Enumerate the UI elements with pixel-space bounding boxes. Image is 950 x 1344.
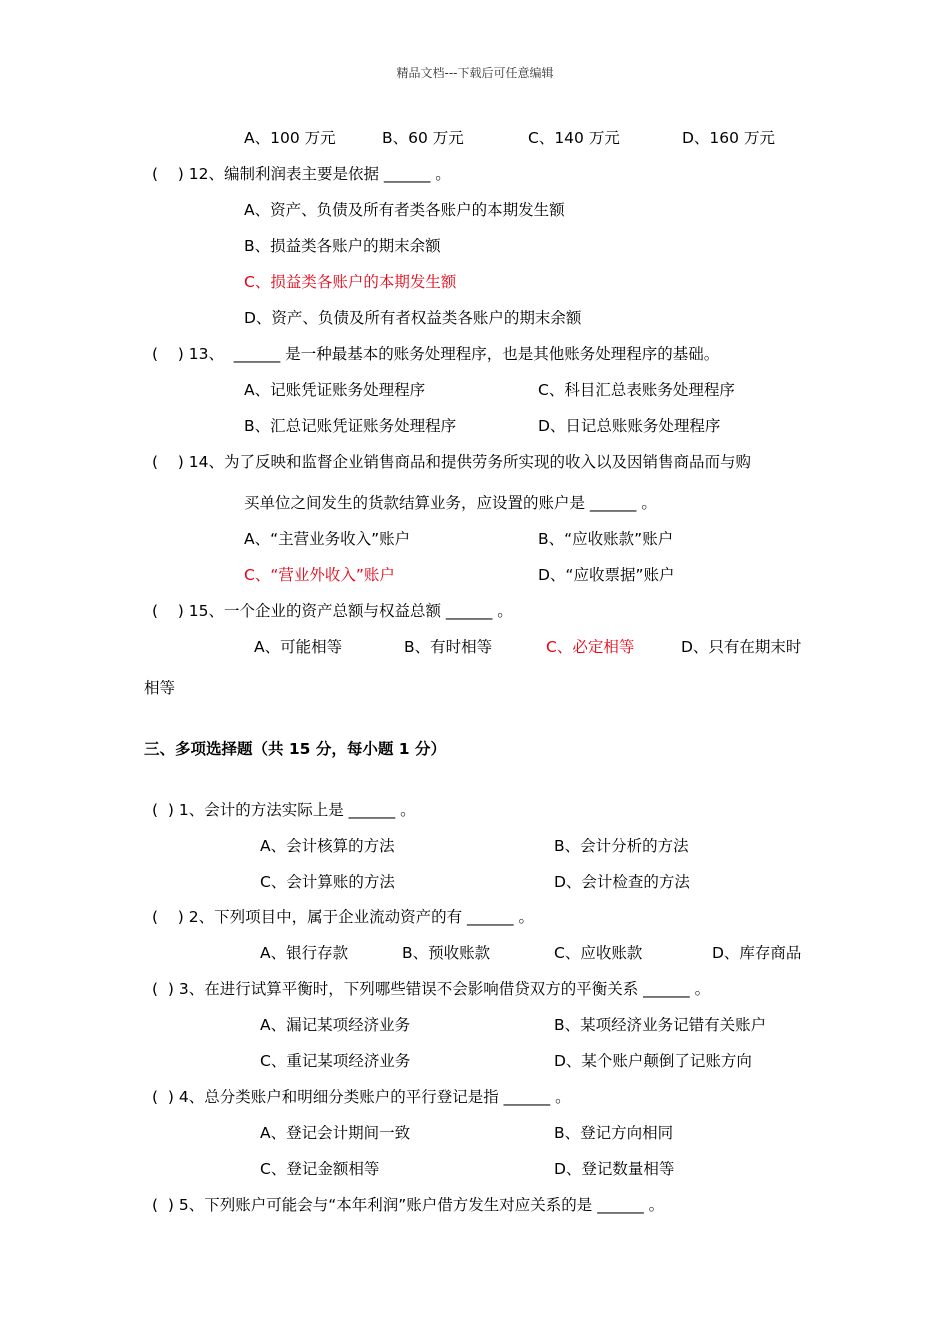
- m2-option-a: A、银行存款: [260, 944, 349, 962]
- m1-stem: ( ) 1、会计的方法实际上是 ______ 。: [152, 801, 416, 819]
- m3-option-c: C、重记某项经济业务: [260, 1052, 411, 1070]
- m3-option-d: D、某个账户颠倒了记账方向: [554, 1052, 752, 1070]
- m2-stem: ( ) 2、下列项目中，属于企业流动资产的有 ______ 。: [152, 908, 534, 926]
- q12-option-d: D、资产、负债及所有者权益类各账户的期末余额: [244, 309, 582, 327]
- m3-option-a: A、漏记某项经济业务: [260, 1016, 411, 1034]
- q14-stem: ( ) 14、为了反映和监督企业销售商品和提供劳务所实现的收入以及因销售商品而与购: [152, 453, 751, 471]
- q12-option-a: A、资产、负债及所有者类各账户的本期发生额: [244, 201, 565, 219]
- m4-option-a: A、登记会计期间一致: [260, 1124, 411, 1142]
- m1-option-b: B、会计分析的方法: [554, 837, 689, 855]
- page-header: 精品文档---下载后可任意编辑: [396, 66, 554, 80]
- q12-option-b: B、损益类各账户的期末余额: [244, 237, 441, 255]
- m1-option-c: C、会计算账的方法: [260, 873, 395, 891]
- q14-option-c-answer: C、“营业外收入”账户: [244, 566, 395, 584]
- m3-option-b: B、某项经济业务记错有关账户: [554, 1016, 767, 1034]
- m4-option-b: B、登记方向相同: [554, 1124, 674, 1142]
- q14-option-b: B、“应收账款”账户: [538, 530, 674, 548]
- m2-option-c: C、应收账款: [554, 944, 643, 962]
- q15-option-b: B、有时相等: [404, 638, 493, 656]
- q13-option-b: B、汇总记账凭证账务处理程序: [244, 417, 457, 435]
- q13-option-a: A、记账凭证账务处理程序: [244, 381, 426, 399]
- q13-stem: ( ) 13、 ______ 是一种最基本的账务处理程序，也是其他账务处理程序的基础。: [152, 345, 720, 363]
- section-heading: 三、多项选择题（共 15 分，每小题 1 分）: [144, 740, 446, 758]
- q11-option-d: D、160 万元: [682, 129, 775, 147]
- q15-option-d-wrap: 相等: [144, 679, 176, 697]
- q15-option-c-answer: C、必定相等: [546, 638, 635, 656]
- m2-option-d: D、库存商品: [712, 944, 802, 962]
- q12-option-c-answer: C、损益类各账户的本期发生额: [244, 273, 457, 291]
- m1-option-a: A、会计核算的方法: [260, 837, 395, 855]
- m4-stem: ( ) 4、总分类账户和明细分类账户的平行登记是指 ______ 。: [152, 1088, 571, 1106]
- m1-option-d: D、会计检查的方法: [554, 873, 690, 891]
- m4-option-c: C、登记金额相等: [260, 1160, 380, 1178]
- m4-option-d: D、登记数量相等: [554, 1160, 675, 1178]
- q13-option-c: C、科目汇总表账务处理程序: [538, 381, 735, 399]
- q15-option-a: A、可能相等: [254, 638, 343, 656]
- q11-option-b: B、60 万元: [382, 129, 464, 147]
- q14-option-d: D、“应收票据”账户: [538, 566, 675, 584]
- m3-stem: ( ) 3、在进行试算平衡时，下列哪些错误不会影响借贷双方的平衡关系 ______ 。: [152, 980, 711, 998]
- q14-option-a: A、“主营业务收入”账户: [244, 530, 411, 548]
- m2-option-b: B、预收账款: [402, 944, 491, 962]
- q12-stem: ( ) 12、编制利润表主要是依据 ______ 。: [152, 165, 451, 183]
- q11-option-c: C、140 万元: [528, 129, 620, 147]
- q11-option-a: A、100 万元: [244, 129, 336, 147]
- m5-stem: ( ) 5、下列账户可能会与“本年利润”账户借方发生对应关系的是 ______ 。: [152, 1196, 665, 1214]
- q13-option-d: D、日记总账账务处理程序: [538, 417, 721, 435]
- q15-stem: ( ) 15、一个企业的资产总额与权益总额 ______ 。: [152, 602, 513, 620]
- q14-stem-continued: 买单位之间发生的货款结算业务，应设置的账户是 ______ 。: [244, 494, 657, 512]
- q15-option-d: D、只有在期末时: [681, 638, 802, 656]
